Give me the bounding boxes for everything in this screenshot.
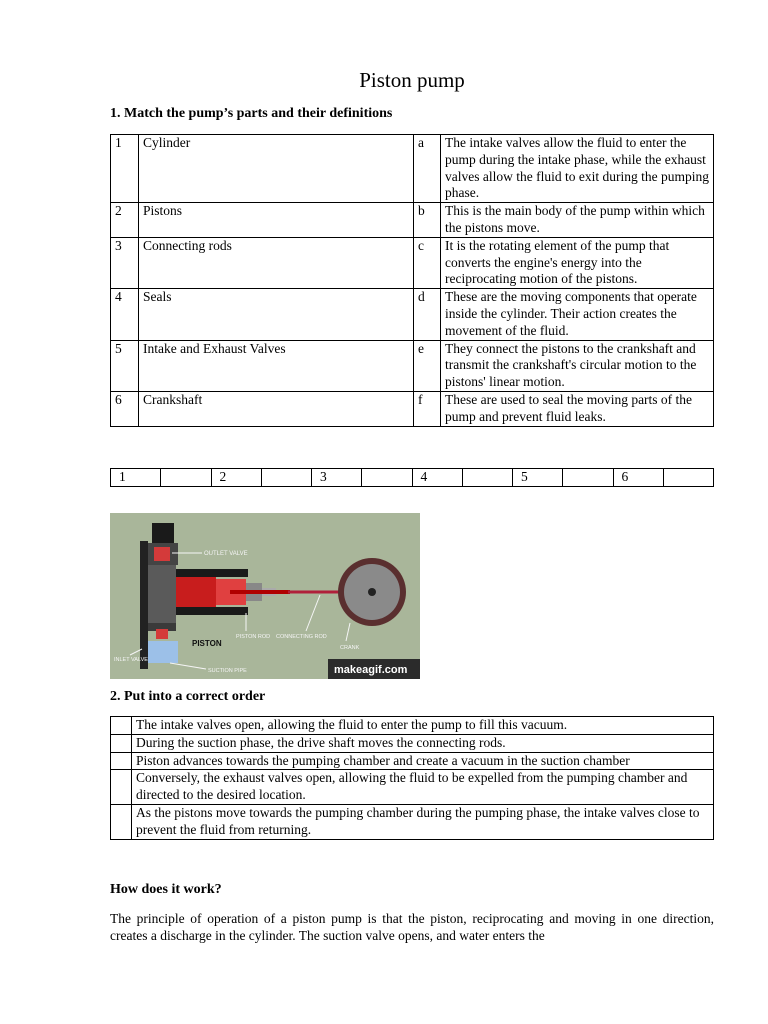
- part-number: 4: [111, 289, 139, 340]
- pump-chamber: [148, 565, 176, 623]
- definition-letter: a: [414, 135, 441, 203]
- match-row: [111, 135, 714, 203]
- part-name: Connecting rods: [139, 237, 414, 288]
- match-table: [110, 134, 714, 427]
- match-row: [111, 237, 714, 288]
- definition-letter: c: [414, 237, 441, 288]
- inlet-valve: [156, 629, 168, 639]
- label-inlet-valve: INLET VALVE: [114, 657, 148, 663]
- part-name: Pistons: [139, 203, 414, 238]
- definition-text: These are used to seal the moving parts of the pump and prevent fluid leaks.: [441, 391, 714, 426]
- part-number: 2: [111, 203, 139, 238]
- label-piston: PISTON: [192, 639, 222, 648]
- answer-number: 5: [513, 469, 563, 487]
- part-name: Intake and Exhaust Valves: [139, 340, 414, 391]
- order-row: [111, 770, 714, 805]
- definition-text: It is the rotating element of the pump that converts the engine's energy into the reciprocating motion of the pistons.: [441, 237, 714, 288]
- match-row: [111, 203, 714, 238]
- order-row: [111, 717, 714, 735]
- part-name: Cylinder: [139, 135, 414, 203]
- crank-pin: [368, 588, 376, 596]
- definition-letter: f: [414, 391, 441, 426]
- answer-number: 4: [412, 469, 462, 487]
- definition-text: They connect the pistons to the crankshaft and transmit the crankshaft's circular motion to the pistons' linear motion.: [441, 340, 714, 391]
- match-row: [111, 289, 714, 340]
- part-name: Seals: [139, 289, 414, 340]
- order-table: [110, 716, 714, 840]
- order-blank[interactable]: [111, 770, 132, 805]
- label-crank: CRANK: [340, 645, 360, 651]
- definition-letter: e: [414, 340, 441, 391]
- answer-number: 1: [111, 469, 161, 487]
- cylinder-wall-bottom: [176, 607, 248, 615]
- order-blank[interactable]: [111, 734, 132, 752]
- answer-blank[interactable]: [462, 469, 512, 487]
- order-item-text: Piston advances towards the pumping chamber and create a vacuum in the suction chamber: [132, 752, 714, 770]
- answer-blank[interactable]: [261, 469, 311, 487]
- section2-heading: 2. Put into a correct order: [110, 689, 266, 704]
- cylinder-wall-top: [176, 569, 248, 577]
- order-item-text: The intake valves open, allowing the fluid to enter the pump to fill this vacuum.: [132, 717, 714, 735]
- label-outlet-valve: OUTLET VALVE: [204, 551, 248, 557]
- order-blank[interactable]: [111, 717, 132, 735]
- part-number: 6: [111, 391, 139, 426]
- part-number: 5: [111, 340, 139, 391]
- section1-heading: 1. Match the pump’s parts and their definitions: [110, 106, 393, 121]
- page-title: Piston pump: [359, 68, 465, 92]
- outlet-valve: [154, 547, 170, 561]
- definition-letter: b: [414, 203, 441, 238]
- explanation-paragraph: The principle of operation of a piston pump is that the piston, reciprocating and moving in one direction, creates a discharge in the cylinder. The suction valve opens, and water enters the: [110, 911, 714, 943]
- pump-diagram: [110, 513, 420, 679]
- part-number: 1: [111, 135, 139, 203]
- suction-water: [148, 641, 178, 663]
- answer-blank[interactable]: [563, 469, 613, 487]
- order-row: [111, 804, 714, 839]
- piston-head: [176, 577, 216, 607]
- label-connecting-rod: CONNECTING ROD: [276, 634, 327, 640]
- part-name: Crankshaft: [139, 391, 414, 426]
- section3-heading: How does it work?: [110, 882, 222, 897]
- definition-text: The intake valves allow the fluid to enter the pump during the intake phase, while the exhaust valves allow the fluid to exit during the pumping phase.: [441, 135, 714, 203]
- match-row: [111, 340, 714, 391]
- label-piston-rod: PISTON ROD: [236, 634, 271, 640]
- match-row: [111, 391, 714, 426]
- label-suction-pipe: SUCTION PIPE: [208, 668, 247, 674]
- definition-letter: d: [414, 289, 441, 340]
- answer-grid: [110, 468, 714, 487]
- answer-blank[interactable]: [663, 469, 713, 487]
- answer-number: 3: [312, 469, 362, 487]
- outlet-pipe-top: [152, 523, 174, 543]
- order-item-text: As the pistons move towards the pumping chamber during the pumping phase, the intake valves close to prevent the fluid from returning.: [132, 804, 714, 839]
- answer-blank[interactable]: [362, 469, 412, 487]
- answer-number: 6: [613, 469, 663, 487]
- piston-rod: [230, 590, 290, 594]
- order-blank[interactable]: [111, 804, 132, 839]
- order-blank[interactable]: [111, 752, 132, 770]
- definition-text: These are the moving components that operate inside the cylinder. Their action creates the movement of the fluid.: [441, 289, 714, 340]
- order-item-text: During the suction phase, the drive shaft moves the connecting rods.: [132, 734, 714, 752]
- part-number: 3: [111, 237, 139, 288]
- watermark-text: makeagif.com: [334, 664, 408, 676]
- answer-blank[interactable]: [161, 469, 211, 487]
- order-item-text: Conversely, the exhaust valves open, allowing the fluid to be expelled from the pumping chamber and directed to the desired location.: [132, 770, 714, 805]
- answer-number: 2: [211, 469, 261, 487]
- definition-text: This is the main body of the pump within which the pistons move.: [441, 203, 714, 238]
- order-row: [111, 734, 714, 752]
- order-row: [111, 752, 714, 770]
